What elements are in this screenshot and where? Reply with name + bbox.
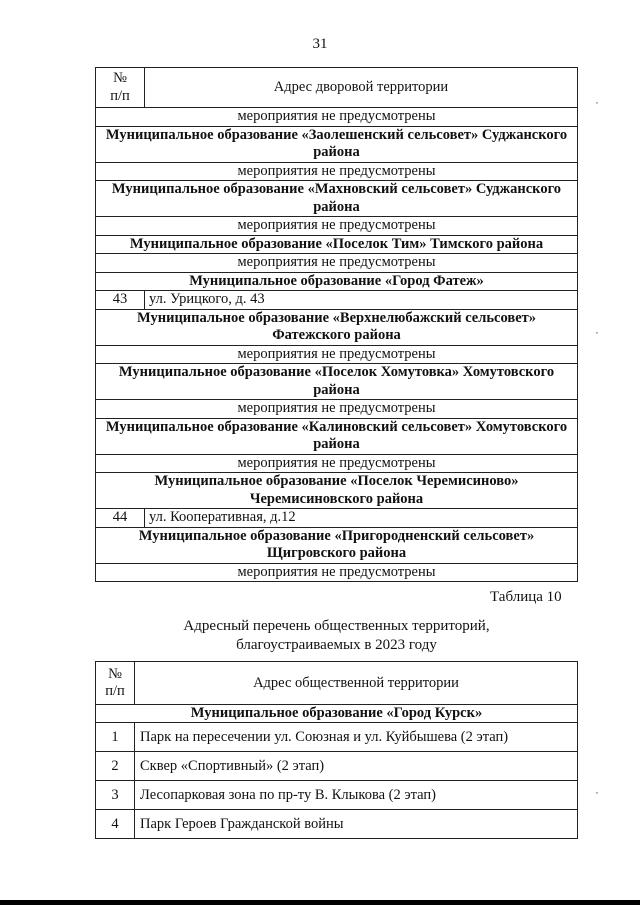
no-activities-note: мероприятия не предусмотрены bbox=[96, 563, 578, 582]
note-row bbox=[96, 563, 578, 582]
header-number-cell: № п/п bbox=[96, 68, 145, 108]
municipality-heading: Муниципальное образование «Поселок Черемисиново» Черемисиновского района bbox=[96, 473, 578, 509]
table-label: Таблица 10 bbox=[490, 589, 562, 605]
no-activities-note: мероприятия не предусмотрены bbox=[96, 162, 578, 181]
table-header-row bbox=[96, 662, 578, 705]
no-activities-note: мероприятия не предусмотрены bbox=[96, 108, 578, 127]
row-number: 2 bbox=[96, 752, 135, 781]
no-activities-note: мероприятия не предусмотрены bbox=[96, 254, 578, 273]
municipality-heading: Муниципальное образование «Город Фатеж» bbox=[96, 272, 578, 291]
municipality-heading-row bbox=[96, 473, 578, 509]
note-row bbox=[96, 454, 578, 473]
municipality-heading: Муниципальное образование «Пригородненский сельсовет» Щигровского района bbox=[96, 527, 578, 563]
table-header-row bbox=[96, 68, 578, 108]
municipality-heading: Муниципальное образование «Калиновский сельсовет» Хомутовского района bbox=[96, 418, 578, 454]
scan-mark: , bbox=[596, 786, 598, 795]
municipality-heading: Муниципальное образование «Заолешенский сельсовет» Суджанского района bbox=[96, 126, 578, 162]
table-caption-line: благоустраиваемых в 2023 году bbox=[236, 637, 437, 653]
municipality-heading-row bbox=[96, 235, 578, 254]
municipality-heading: Муниципальное образование «Махновский сельсовет» Суджанского района bbox=[96, 181, 578, 217]
municipality-heading-row bbox=[96, 272, 578, 291]
municipality-heading: Муниципальное образование «Поселок Тим» Тимского района bbox=[96, 235, 578, 254]
table-row bbox=[96, 723, 578, 752]
note-row bbox=[96, 254, 578, 273]
note-row bbox=[96, 108, 578, 127]
header-address-cell: Адрес общественной территории bbox=[135, 662, 578, 705]
municipality-heading-row bbox=[96, 309, 578, 345]
municipality-heading-row bbox=[96, 705, 578, 723]
scan-bottom-edge bbox=[0, 900, 640, 905]
header-number-cell: № п/п bbox=[96, 662, 135, 705]
row-number: 1 bbox=[96, 723, 135, 752]
row-address: ул. Кооперативная, д.12 bbox=[145, 509, 578, 528]
yard-territories-table bbox=[95, 67, 578, 582]
note-row bbox=[96, 162, 578, 181]
header-address-cell: Адрес дворовой территории bbox=[145, 68, 578, 108]
table-row bbox=[96, 781, 578, 810]
municipality-heading-row bbox=[96, 364, 578, 400]
table-row bbox=[96, 752, 578, 781]
row-number: 4 bbox=[96, 810, 135, 839]
row-number: 43 bbox=[96, 291, 145, 310]
no-activities-note: мероприятия не предусмотрены bbox=[96, 345, 578, 364]
row-address: Сквер «Спортивный» (2 этап) bbox=[135, 752, 578, 781]
note-row bbox=[96, 345, 578, 364]
no-activities-note: мероприятия не предусмотрены bbox=[96, 400, 578, 419]
table-caption-line: Адресный перечень общественных территорий, bbox=[183, 618, 490, 634]
table-row bbox=[96, 509, 578, 528]
note-row bbox=[96, 400, 578, 419]
row-number: 44 bbox=[96, 509, 145, 528]
municipality-heading-row bbox=[96, 126, 578, 162]
table-row bbox=[96, 291, 578, 310]
scan-mark: , bbox=[596, 96, 598, 105]
row-address: ул. Урицкого, д. 43 bbox=[145, 291, 578, 310]
no-activities-note: мероприятия не предусмотрены bbox=[96, 454, 578, 473]
row-address: Лесопарковая зона по пр-ту В. Клыкова (2 этап) bbox=[135, 781, 578, 810]
row-address: Парк Героев Гражданской войны bbox=[135, 810, 578, 839]
municipality-heading: Муниципальное образование «Поселок Хомутовка» Хомутовского района bbox=[96, 364, 578, 400]
municipality-heading-row bbox=[96, 181, 578, 217]
municipality-heading-row bbox=[96, 527, 578, 563]
no-activities-note: мероприятия не предусмотрены bbox=[96, 217, 578, 236]
page-number: 31 bbox=[312, 36, 328, 52]
note-row bbox=[96, 217, 578, 236]
table-row bbox=[96, 810, 578, 839]
table-caption bbox=[95, 617, 578, 655]
row-number: 3 bbox=[96, 781, 135, 810]
public-territories-table bbox=[95, 661, 578, 839]
row-address: Парк на пересечении ул. Союзная и ул. Куйбышева (2 этап) bbox=[135, 723, 578, 752]
scan-mark: , bbox=[596, 326, 598, 335]
municipality-heading: Муниципальное образование «Город Курск» bbox=[96, 705, 578, 723]
municipality-heading-row bbox=[96, 418, 578, 454]
municipality-heading: Муниципальное образование «Верхнелюбажский сельсовет» Фатежского района bbox=[96, 309, 578, 345]
